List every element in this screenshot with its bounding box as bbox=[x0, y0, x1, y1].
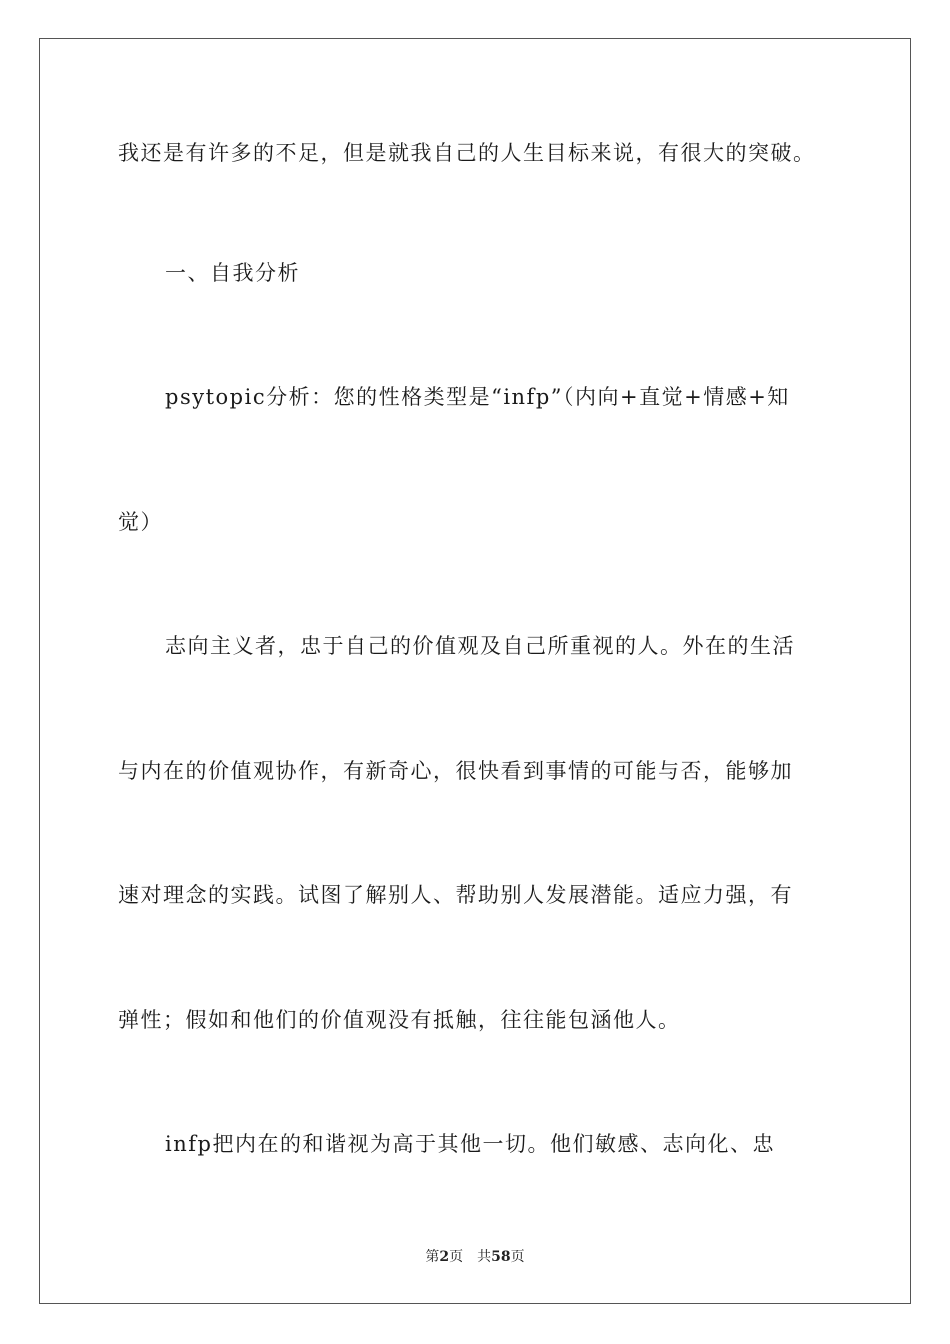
body-line-3: psytopic分析：您的性格类型是“infp”（内向+直觉+情感+知 bbox=[165, 385, 790, 409]
footer-page-suffix: 页 bbox=[449, 1249, 464, 1265]
footer-page-prefix: 第 bbox=[425, 1249, 440, 1265]
footer-total-suffix: 页 bbox=[510, 1249, 525, 1265]
body-line-5: 志向主义者，忠于自己的价值观及自己所重视的人。外在的生活 bbox=[165, 634, 795, 658]
body-line-7: 速对理念的实践。试图了解别人、帮助别人发展潜能。适应力强，有 bbox=[118, 883, 793, 907]
footer-page-number: 2 bbox=[439, 1249, 450, 1265]
section-heading: 一、自我分析 bbox=[165, 261, 300, 285]
page-border bbox=[39, 38, 911, 1304]
body-line-8: 弹性；假如和他们的价值观没有抵触，往往能包涵他人。 bbox=[118, 1008, 681, 1032]
footer-total-number: 58 bbox=[491, 1249, 511, 1265]
footer-total-prefix: 共 bbox=[477, 1249, 492, 1265]
body-line-4: 觉） bbox=[118, 510, 163, 534]
body-line-1: 我还是有许多的不足，但是就我自己的人生目标来说，有很大的突破。 bbox=[118, 141, 816, 165]
body-line-9: infp把内在的和谐视为高于其他一切。他们敏感、志向化、忠 bbox=[165, 1132, 775, 1156]
body-line-6: 与内在的价值观协作，有新奇心，很快看到事情的可能与否，能够加 bbox=[118, 759, 793, 783]
page-footer bbox=[0, 1247, 950, 1267]
